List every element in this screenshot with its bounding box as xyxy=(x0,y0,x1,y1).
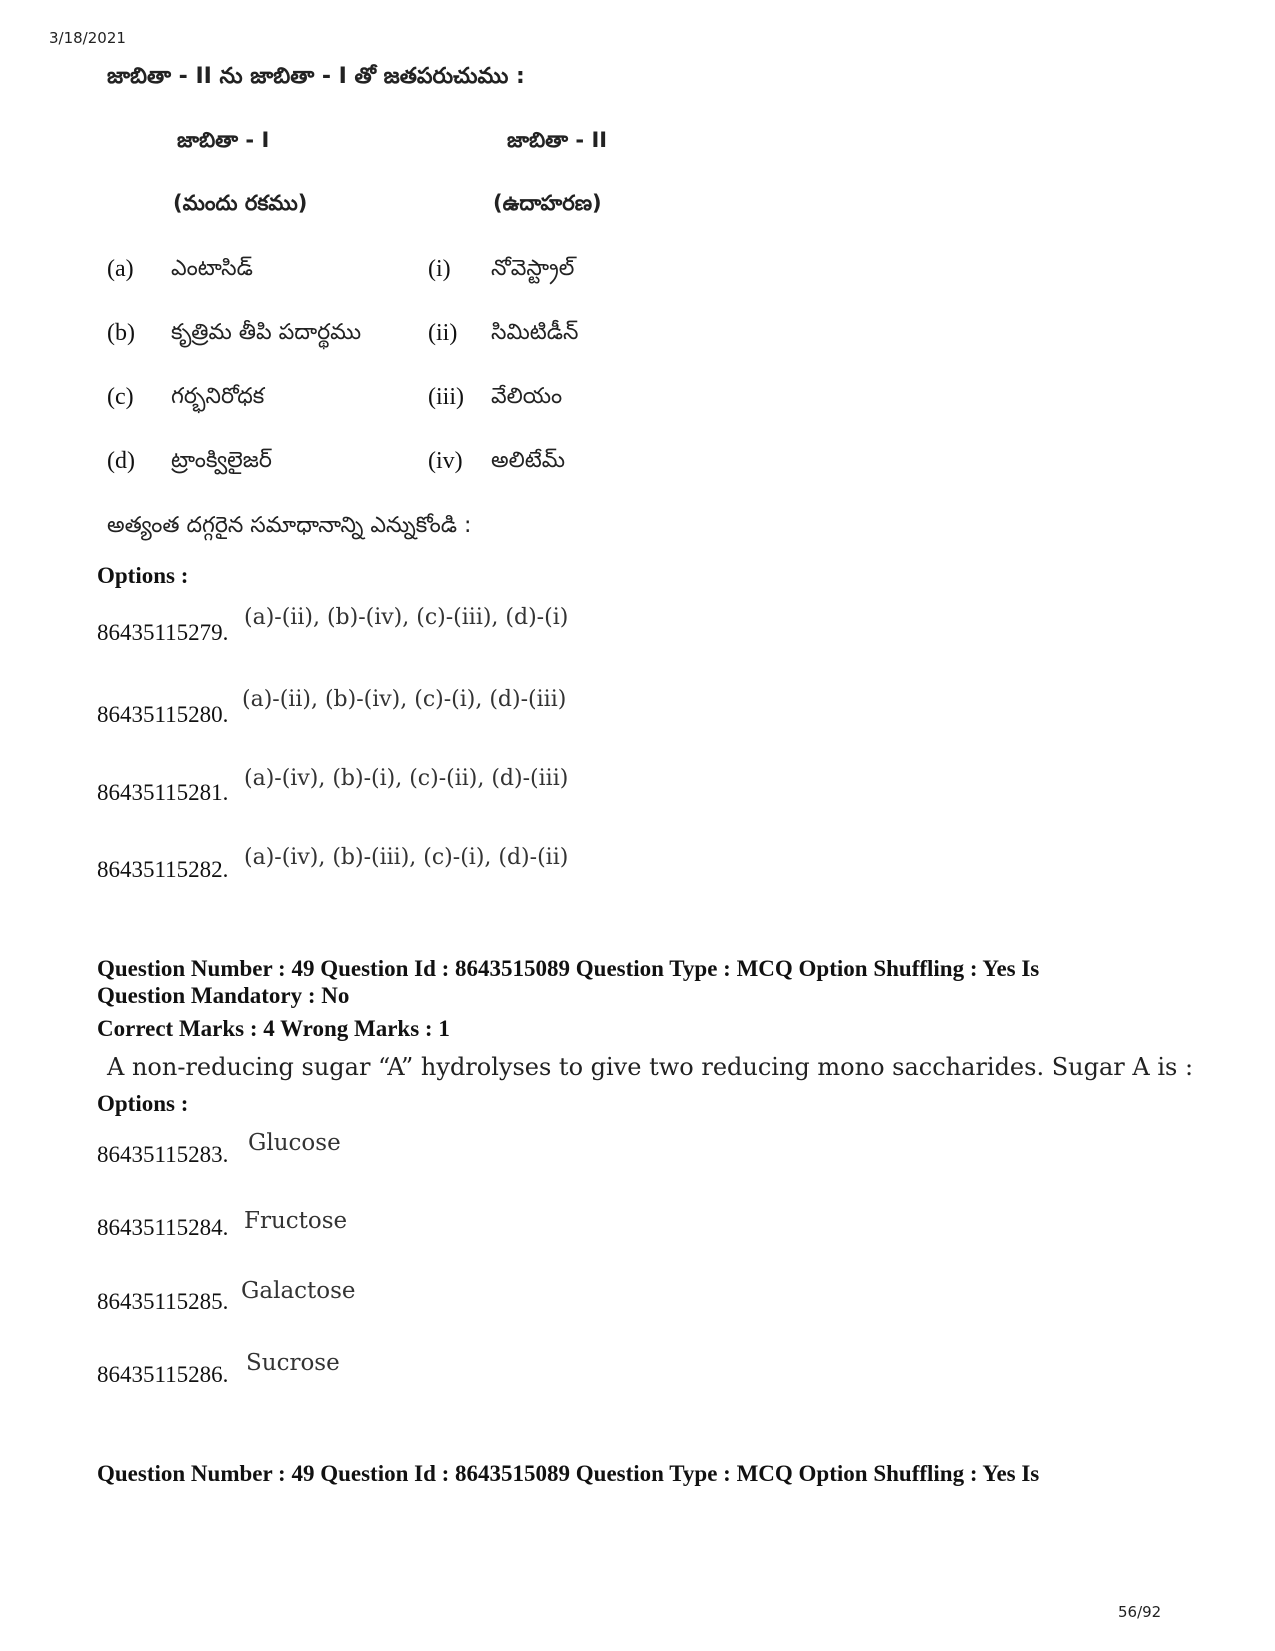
drug-example: నోవెస్ట్రాల్ xyxy=(491,256,575,281)
option-id: 86435115284. xyxy=(97,1215,229,1240)
option-text: Galactose xyxy=(241,1278,356,1304)
match-instruction: జాబితా - II ను జాబితా - I తో జతపరుచుము : xyxy=(107,64,525,89)
list-1-subtitle: (మందు రకము) xyxy=(173,191,308,215)
option-text: Glucose xyxy=(248,1130,341,1156)
next-question-meta: Question Number : 49 Question Id : 8643515089 Question Type : MCQ Option Shuffling : Yes Is xyxy=(97,1461,1040,1486)
option-id: 86435115280. xyxy=(97,702,229,727)
question-mandatory: Question Mandatory : No xyxy=(97,983,350,1008)
drug-type: గర్భనిరోధక xyxy=(171,384,265,409)
option-id: 86435115286. xyxy=(97,1362,229,1387)
drug-type: ట్రాంక్విలైజర్ xyxy=(171,448,272,473)
option-text: (a)-(iv), (b)-(i), (c)-(ii), (d)-(iii) xyxy=(244,766,569,791)
list-2-title: జాబితా - II xyxy=(507,128,608,152)
row-numeral: (iv) xyxy=(428,448,463,474)
option-text: Fructose xyxy=(244,1208,348,1234)
options-label: Options : xyxy=(97,1091,189,1116)
row-letter: (c) xyxy=(107,384,134,410)
question-text: A non-reducing sugar “A” hydrolyses to give two reducing mono saccharides. Sugar A is : xyxy=(107,1053,1194,1081)
question-meta: Question Number : 49 Question Id : 8643515089 Question Type : MCQ Option Shuffling : Yes Is xyxy=(97,956,1040,981)
option-text: (a)-(iv), (b)-(iii), (c)-(i), (d)-(ii) xyxy=(244,845,569,870)
drug-example: వేలియం xyxy=(491,384,563,409)
question-marks: Correct Marks : 4 Wrong Marks : 1 xyxy=(97,1016,450,1041)
option-text: (a)-(ii), (b)-(iv), (c)-(i), (d)-(iii) xyxy=(242,687,567,712)
row-numeral: (iii) xyxy=(428,384,464,410)
drug-type: కృత్రిమ తీపి పదార్థము xyxy=(171,320,362,345)
row-letter: (a) xyxy=(107,256,134,282)
option-id: 86435115279. xyxy=(97,620,229,645)
list-2-subtitle: (ఉదాహరణ) xyxy=(493,191,602,215)
drug-example: అలిటేమ్ xyxy=(491,448,565,473)
row-letter: (b) xyxy=(107,320,135,346)
print-date: 3/18/2021 xyxy=(49,29,126,47)
drug-type: ఎంటాసిడ్ xyxy=(171,256,253,281)
options-label: Options : xyxy=(97,563,189,588)
list-1-title: జాబితా - I xyxy=(177,128,270,152)
match-row xyxy=(0,382,700,422)
row-numeral: (ii) xyxy=(428,320,458,346)
row-numeral: (i) xyxy=(428,256,451,282)
match-row xyxy=(0,446,700,486)
option-id: 86435115283. xyxy=(97,1142,229,1167)
option-id: 86435115285. xyxy=(97,1289,229,1314)
row-letter: (d) xyxy=(107,448,135,474)
answer-prompt: అత్యంత దగ్గరైన సమాధానాన్ని ఎన్నుకోండి : xyxy=(107,513,472,538)
option-text: (a)-(ii), (b)-(iv), (c)-(iii), (d)-(i) xyxy=(244,605,569,630)
option-id: 86435115282. xyxy=(97,857,229,882)
option-text: Sucrose xyxy=(246,1350,340,1376)
match-row xyxy=(0,318,700,358)
match-row xyxy=(0,254,700,294)
drug-example: సిమిటిడీన్ xyxy=(491,320,579,345)
page-number: 56/92 xyxy=(1118,1603,1162,1621)
option-id: 86435115281. xyxy=(97,780,229,805)
